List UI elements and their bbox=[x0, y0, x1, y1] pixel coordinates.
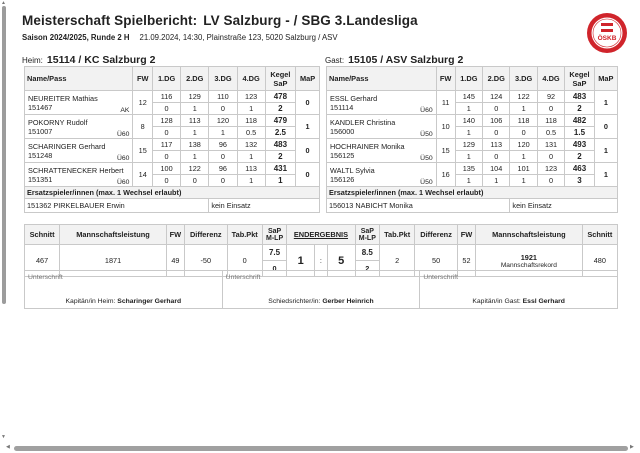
page-title bbox=[22, 13, 418, 28]
home-signature-box bbox=[25, 271, 223, 309]
player-mlp-3: 1 bbox=[510, 151, 537, 163]
player-mlp-4: 0 bbox=[537, 103, 564, 115]
player-kegel: 483 bbox=[565, 91, 595, 103]
match-title: LV Salzburg - / SBG 3.Landesliga bbox=[203, 13, 418, 28]
player-dg-4: 113 bbox=[237, 163, 265, 175]
scroll-down-arrow-icon[interactable]: ▼ bbox=[1, 434, 6, 440]
mlp-label: M-LP bbox=[358, 234, 376, 242]
summary-guest-sap-head bbox=[355, 225, 380, 245]
player-mlp-4: 1 bbox=[237, 175, 265, 187]
player-fw: 15 bbox=[436, 139, 455, 163]
summary-header-row bbox=[25, 225, 618, 245]
player-pass: 156126 bbox=[330, 174, 355, 184]
player-age-class: Ü60 bbox=[116, 155, 130, 162]
home-player-rows bbox=[25, 91, 320, 187]
player-mlp-1: 0 bbox=[152, 127, 180, 139]
player-dg-4: 92 bbox=[537, 91, 564, 103]
player-map: 0 bbox=[296, 91, 320, 115]
home-subs-header: Ersatzspieler/innen (max. 1 Wechsel erlaubt) bbox=[25, 187, 320, 199]
player-dg-1: 140 bbox=[455, 115, 482, 127]
guest-captain-name: Essl Gerhard bbox=[522, 298, 565, 305]
player-sap: 2 bbox=[565, 103, 595, 115]
player-kegel: 493 bbox=[565, 139, 595, 151]
home-captain bbox=[25, 298, 222, 305]
player-dg-3: 122 bbox=[510, 91, 537, 103]
player-mlp-3: 0 bbox=[209, 175, 237, 187]
guest-sub-status: kein Einsatz bbox=[510, 199, 618, 213]
home-sub-row bbox=[25, 199, 320, 213]
player-mlp-4: 0 bbox=[537, 175, 564, 187]
guest-sub-row bbox=[327, 199, 618, 213]
player-pass: 151114 bbox=[330, 102, 354, 112]
player-row-top bbox=[327, 91, 618, 103]
player-dg-2: 104 bbox=[483, 163, 510, 175]
home-sub-status: kein Einsatz bbox=[209, 199, 320, 213]
summary-guest-leistung-head: Mannschaftsleistung bbox=[476, 225, 583, 245]
referee-name: Gerber Heinrich bbox=[322, 298, 374, 305]
player-sap: 2 bbox=[565, 151, 595, 163]
player-mlp-1: 1 bbox=[455, 151, 482, 163]
col-name-pass: Name/Pass bbox=[25, 67, 133, 91]
home-mlp-total: 0 bbox=[262, 261, 287, 277]
col-kegel-sap: Kegel SaP bbox=[265, 67, 295, 91]
player-map: 1 bbox=[594, 163, 617, 187]
summary-home-leistung-head: Mannschaftsleistung bbox=[60, 225, 167, 245]
player-dg-3: 110 bbox=[209, 91, 237, 103]
player-mlp-2: 0 bbox=[483, 151, 510, 163]
col-map: MaP bbox=[296, 67, 320, 91]
guest-team-line bbox=[325, 54, 463, 66]
player-name-cell bbox=[25, 91, 133, 115]
col-dg2: 2.DG bbox=[181, 67, 209, 91]
logo-text: ÖSKB bbox=[597, 35, 617, 42]
summary-home-tabpkt-head: Tab.Pkt bbox=[227, 225, 262, 245]
guest-sap-total: 8.5 bbox=[355, 245, 380, 261]
scroll-left-arrow-icon[interactable]: ◀ bbox=[6, 444, 10, 450]
player-kegel: 479 bbox=[265, 115, 295, 127]
player-mlp-2: 1 bbox=[483, 175, 510, 187]
col-dg1: 1.DG bbox=[455, 67, 482, 91]
horizontal-scrollbar[interactable] bbox=[14, 446, 628, 451]
player-mlp-1: 0 bbox=[152, 151, 180, 163]
home-result: 1 bbox=[287, 245, 315, 277]
col-dg3: 3.DG bbox=[510, 67, 537, 91]
sap-label: SaP bbox=[360, 227, 374, 235]
player-name-cell bbox=[25, 163, 133, 187]
player-mlp-1: 1 bbox=[455, 103, 482, 115]
player-map: 1 bbox=[296, 115, 320, 139]
player-name-cell bbox=[25, 139, 133, 163]
player-fw: 14 bbox=[133, 163, 153, 187]
player-kegel: 478 bbox=[265, 91, 295, 103]
player-mlp-2: 0 bbox=[181, 175, 209, 187]
player-sap: 3 bbox=[565, 175, 595, 187]
player-dg-3: 101 bbox=[510, 163, 537, 175]
summary-guest-fw-head: FW bbox=[457, 225, 475, 245]
player-mlp-3: 0 bbox=[209, 103, 237, 115]
player-name-cell bbox=[327, 91, 437, 115]
player-dg-3: 120 bbox=[209, 115, 237, 127]
match-details bbox=[22, 33, 338, 42]
scroll-up-arrow-icon[interactable]: ▲ bbox=[1, 0, 6, 6]
player-name-cell bbox=[327, 115, 437, 139]
player-fw: 15 bbox=[133, 139, 153, 163]
player-fw: 10 bbox=[436, 115, 455, 139]
player-dg-1: 129 bbox=[455, 139, 482, 151]
player-dg-3: 96 bbox=[209, 139, 237, 151]
result-colon: : bbox=[315, 245, 328, 277]
player-name: KANDLER Christina bbox=[330, 117, 396, 127]
player-dg-4: 118 bbox=[237, 115, 265, 127]
col-fw: FW bbox=[133, 67, 153, 91]
player-mlp-1: 0 bbox=[152, 175, 180, 187]
guest-tabpkt: 2 bbox=[380, 245, 415, 277]
player-mlp-2: 0 bbox=[483, 103, 510, 115]
col-dg1: 1.DG bbox=[152, 67, 180, 91]
player-map: 0 bbox=[296, 139, 320, 163]
guest-signature-box bbox=[420, 271, 618, 309]
player-mlp-4: 0 bbox=[537, 151, 564, 163]
home-sub-player: 151362 PIRKELBAUER Erwin bbox=[25, 199, 209, 213]
summary-home-differenz-head: Differenz bbox=[184, 225, 227, 245]
referee-role: Schiedsrichter/in: bbox=[268, 298, 321, 305]
home-team-line bbox=[22, 54, 155, 66]
col-name-pass: Name/Pass bbox=[327, 67, 437, 91]
player-mlp-3: 0 bbox=[510, 127, 537, 139]
guest-fw-total: 52 bbox=[457, 245, 475, 277]
player-pass: 151351 bbox=[28, 174, 53, 184]
player-name: NEUREITER Mathias bbox=[28, 93, 98, 103]
guest-header-row bbox=[327, 67, 618, 91]
player-mlp-4: 1 bbox=[237, 151, 265, 163]
signature-table bbox=[24, 270, 618, 309]
player-name-cell bbox=[327, 163, 437, 187]
player-fw: 8 bbox=[133, 115, 153, 139]
guest-leistung: 1921 bbox=[520, 252, 537, 262]
player-mlp-2: 1 bbox=[181, 151, 209, 163]
guest-sub-player: 156013 NABICHT Monika bbox=[327, 199, 510, 213]
col-dg4: 4.DG bbox=[237, 67, 265, 91]
player-dg-1: 145 bbox=[455, 91, 482, 103]
player-row-top bbox=[25, 91, 320, 103]
rekord-note: Mannschaftsrekord bbox=[500, 261, 557, 269]
date-location: 21.09.2024, 14:30, Plainstraße 123, 5020 Salzburg / ASV bbox=[139, 33, 338, 42]
guest-player-table bbox=[326, 66, 618, 213]
sap-label: SaP bbox=[267, 227, 282, 235]
signature-label: Unterschrift bbox=[28, 274, 63, 281]
player-name: SCHRATTENECKER Herbert bbox=[28, 165, 124, 175]
player-mlp-1: 0 bbox=[152, 103, 180, 115]
player-name-cell bbox=[327, 139, 437, 163]
home-schnitt: 467 bbox=[25, 245, 60, 277]
player-fw: 11 bbox=[436, 91, 455, 115]
guest-captain bbox=[420, 298, 617, 305]
player-dg-3: 120 bbox=[510, 139, 537, 151]
scroll-right-arrow-icon[interactable]: ▶ bbox=[630, 444, 634, 450]
player-mlp-3: 0 bbox=[209, 151, 237, 163]
home-header-row bbox=[25, 67, 320, 91]
summary-home-fw-head: FW bbox=[166, 225, 184, 245]
player-dg-2: 124 bbox=[483, 91, 510, 103]
player-mlp-2: 0 bbox=[483, 127, 510, 139]
col-kegel-sap: Kegel SaP bbox=[565, 67, 595, 91]
guest-captain-role: Kapitän/in Gast: bbox=[472, 298, 521, 305]
player-sap: 1 bbox=[265, 175, 295, 187]
guest-result: 5 bbox=[327, 245, 355, 277]
player-dg-3: 96 bbox=[209, 163, 237, 175]
guest-subs-header: Ersatzspieler/innen (max. 1 Wechsel erlaubt) bbox=[327, 187, 618, 199]
home-captain-name: Scharinger Gerhard bbox=[117, 298, 182, 305]
player-mlp-4: 1 bbox=[237, 103, 265, 115]
guest-player-rows bbox=[327, 91, 618, 187]
home-subs-header-row bbox=[25, 187, 320, 199]
player-kegel: 483 bbox=[265, 139, 295, 151]
player-name: POKORNY Rudolf bbox=[28, 117, 88, 127]
home-captain-role: Kapitän/in Heim: bbox=[65, 298, 116, 305]
home-differenz: -50 bbox=[184, 245, 227, 277]
player-dg-2: 113 bbox=[483, 139, 510, 151]
player-pass: 156000 bbox=[330, 126, 355, 136]
player-mlp-4: 0.5 bbox=[537, 127, 564, 139]
player-dg-1: 135 bbox=[455, 163, 482, 175]
home-fw-total: 49 bbox=[166, 245, 184, 277]
signature-label: Unterschrift bbox=[225, 274, 261, 281]
player-dg-2: 113 bbox=[181, 115, 209, 127]
summary-endergebnis-head bbox=[287, 225, 355, 245]
season-label: Saison 2024/2025, Runde 2 H bbox=[22, 33, 130, 42]
player-sap: 1.5 bbox=[565, 127, 595, 139]
player-sap: 2 bbox=[265, 151, 295, 163]
player-dg-1: 100 bbox=[152, 163, 180, 175]
vertical-scrollbar[interactable] bbox=[2, 6, 6, 304]
player-dg-4: 123 bbox=[537, 163, 564, 175]
player-mlp-4: 0.5 bbox=[237, 127, 265, 139]
referee bbox=[223, 298, 420, 305]
home-sap-total: 7.5 bbox=[262, 245, 287, 261]
player-pass: 151467 bbox=[28, 102, 53, 112]
home-team-name: 15114 / KC Salzburg 2 bbox=[46, 54, 156, 66]
player-name-cell bbox=[25, 115, 133, 139]
player-pass: 151248 bbox=[28, 150, 53, 160]
mlp-label: M-LP bbox=[266, 234, 284, 242]
summary-guest-schnitt-head: Schnitt bbox=[582, 225, 617, 245]
player-name: ESSL Gerhard bbox=[330, 93, 378, 103]
player-dg-4: 118 bbox=[537, 115, 564, 127]
player-dg-2: 129 bbox=[181, 91, 209, 103]
player-map: 0 bbox=[594, 115, 617, 139]
player-dg-1: 117 bbox=[152, 139, 180, 151]
player-age-class: Ü50 bbox=[420, 131, 433, 138]
summary-home-schnitt-head: Schnitt bbox=[25, 225, 60, 245]
endergebnis-label: ENDERGEBNIS bbox=[293, 230, 349, 239]
home-leistung: 1871 bbox=[60, 245, 167, 277]
player-dg-2: 122 bbox=[181, 163, 209, 175]
player-map: 1 bbox=[594, 139, 617, 163]
player-mlp-3: 1 bbox=[510, 103, 537, 115]
player-mlp-1: 1 bbox=[455, 175, 482, 187]
title-label: Meisterschaft Spielbericht: bbox=[22, 13, 198, 28]
col-dg3: 3.DG bbox=[209, 67, 237, 91]
player-pass: 156125 bbox=[330, 150, 355, 160]
player-mlp-2: 1 bbox=[181, 127, 209, 139]
guest-label: Gast: bbox=[325, 56, 345, 65]
referee-signature-box bbox=[222, 271, 420, 309]
signature-label: Unterschrift bbox=[423, 274, 459, 281]
player-mlp-3: 1 bbox=[510, 175, 537, 187]
player-sap: 2.5 bbox=[265, 127, 295, 139]
player-kegel: 482 bbox=[565, 115, 595, 127]
player-dg-4: 132 bbox=[237, 139, 265, 151]
guest-schnitt: 480 bbox=[582, 245, 617, 277]
player-kegel: 463 bbox=[565, 163, 595, 175]
player-row-top bbox=[25, 163, 320, 175]
guest-mlp-total: 2 bbox=[355, 261, 380, 277]
guest-team-name: 15105 / ASV Salzburg 2 bbox=[348, 54, 464, 66]
guest-differenz: 50 bbox=[415, 245, 458, 277]
player-dg-1: 128 bbox=[152, 115, 180, 127]
player-sap: 2 bbox=[265, 103, 295, 115]
signature-row bbox=[25, 271, 618, 309]
summary-guest-tabpkt-head: Tab.Pkt bbox=[380, 225, 415, 245]
col-dg4: 4.DG bbox=[537, 67, 564, 91]
player-age-class: Ü50 bbox=[420, 155, 433, 162]
player-pass: 151007 bbox=[28, 126, 53, 136]
player-mlp-3: 1 bbox=[209, 127, 237, 139]
col-map: MaP bbox=[594, 67, 617, 91]
summary-guest-differenz-head: Differenz bbox=[415, 225, 458, 245]
guest-subs-header-row bbox=[327, 187, 618, 199]
player-row-top bbox=[327, 139, 618, 151]
player-dg-4: 123 bbox=[237, 91, 265, 103]
player-kegel: 431 bbox=[265, 163, 295, 175]
player-dg-3: 118 bbox=[510, 115, 537, 127]
player-row-top bbox=[25, 139, 320, 151]
player-fw: 16 bbox=[436, 163, 455, 187]
player-age-class: AK bbox=[120, 107, 130, 114]
player-dg-4: 131 bbox=[537, 139, 564, 151]
player-dg-2: 106 bbox=[483, 115, 510, 127]
home-label: Heim: bbox=[22, 56, 43, 65]
player-age-class: Ü60 bbox=[420, 107, 433, 114]
player-name: WALTL Sylvia bbox=[330, 165, 375, 175]
summary-home-sap-head bbox=[262, 225, 287, 245]
player-name: SCHARINGER Gerhard bbox=[28, 141, 106, 151]
player-row-top bbox=[25, 115, 320, 127]
federation-logo-icon bbox=[586, 12, 628, 54]
player-mlp-1: 1 bbox=[455, 127, 482, 139]
player-age-class: Ü60 bbox=[116, 131, 130, 138]
player-map: 0 bbox=[296, 163, 320, 187]
player-name: HOCHRAINER Monika bbox=[330, 141, 405, 151]
player-map: 1 bbox=[594, 91, 617, 115]
player-age-class: Ü60 bbox=[116, 179, 130, 186]
player-fw: 12 bbox=[133, 91, 153, 115]
col-dg2: 2.DG bbox=[483, 67, 510, 91]
player-row-top bbox=[327, 115, 618, 127]
home-player-table bbox=[24, 66, 320, 213]
player-row-top bbox=[327, 163, 618, 175]
player-dg-2: 138 bbox=[181, 139, 209, 151]
home-tabpkt: 0 bbox=[227, 245, 262, 277]
player-mlp-2: 1 bbox=[181, 103, 209, 115]
player-dg-1: 116 bbox=[152, 91, 180, 103]
summary-row-1 bbox=[25, 245, 618, 261]
player-age-class: Ü50 bbox=[420, 179, 433, 186]
col-fw: FW bbox=[436, 67, 455, 91]
